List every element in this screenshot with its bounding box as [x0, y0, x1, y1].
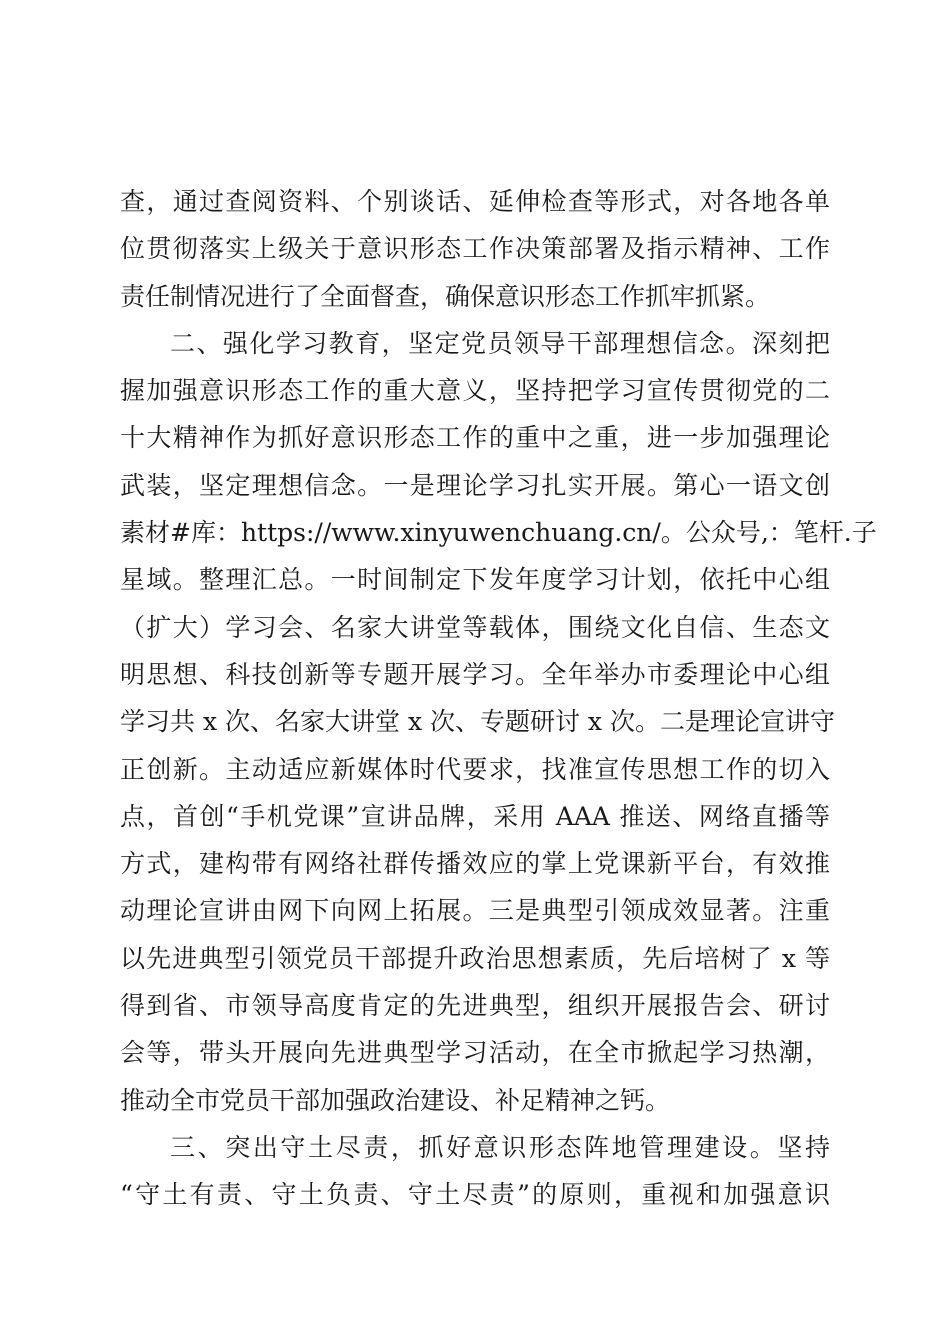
text-line: 学习共 x 次、名家大讲堂 x 次、专题研讨 x 次。二是理论宣讲守	[120, 707, 835, 737]
text-line: 星域。整理汇总。一时间制定下发年度学习计划，依托中心组	[120, 565, 830, 595]
paragraph-2	[120, 320, 877, 1124]
text-line: 位贯彻落实上级关于意识形态工作决策部署及指示精神、工作	[120, 234, 830, 264]
text-line: 三、突出守土尽责，抓好意识形态阵地管理建设。坚持	[170, 1132, 830, 1162]
text-line: 动理论宣讲由网下向网上拓展。三是典型引领成效显著。注重	[120, 896, 830, 926]
text-line: 责任制情况进行了全面督查，确保意识形态工作抓牢抓紧。	[120, 281, 771, 311]
text-line: 素材#库：https://www.xinyuwenchuang.cn/。公众号,：笔杆.子	[120, 518, 877, 548]
text-line: 方式，建构带有网络社群传播效应的掌上党课新平台，有效推	[120, 849, 830, 879]
text-line: 推动全市党员干部加强政治建设、补足精神之钙。	[120, 1085, 671, 1115]
text-line: 明思想、科技创新等专题开展学习。全年举办市委理论中心组	[120, 659, 830, 689]
text-line: 十大精神作为抓好意识形态工作的重中之重，进一步加强理论	[120, 423, 830, 453]
text-line: 二、强化学习教育，坚定党员领导干部理想信念。深刻把	[170, 328, 830, 358]
text-line: 会等，带头开展向先进典型学习活动，在全市掀起学习热潮，	[120, 1038, 830, 1068]
paragraph-1	[120, 178, 830, 320]
text-line: 握加强意识形态工作的重大意义，坚持把学习宣传贯彻党的二	[120, 376, 830, 406]
document-body	[120, 178, 877, 1219]
text-line: 点，首创“手机党课”宣讲品牌，采用 AAA 推送、网络直播等	[120, 801, 830, 831]
text-line: 得到省、市领导高度肯定的先进典型，组织开展报告会、研讨	[120, 991, 830, 1021]
text-line: 武装，坚定理想信念。一是理论学习扎实开展。第心一语文创	[120, 470, 830, 500]
paragraph-3	[120, 1124, 830, 1219]
text-line: 正创新。主动适应新媒体时代要求，找准宣传思想工作的切入	[120, 754, 830, 784]
text-line: （扩大）学习会、名家大讲堂等载体，围绕文化自信、生态文	[120, 612, 830, 642]
text-line: “守土有责、守土负责、守土尽责”的原则，重视和加强意识	[120, 1180, 830, 1210]
text-line: 以先进典型引领党员干部提升政治思想素质，先后培树了 x 等	[120, 943, 830, 973]
text-line: 查，通过查阅资料、个别谈话、延伸检查等形式，对各地各单	[120, 187, 830, 216]
